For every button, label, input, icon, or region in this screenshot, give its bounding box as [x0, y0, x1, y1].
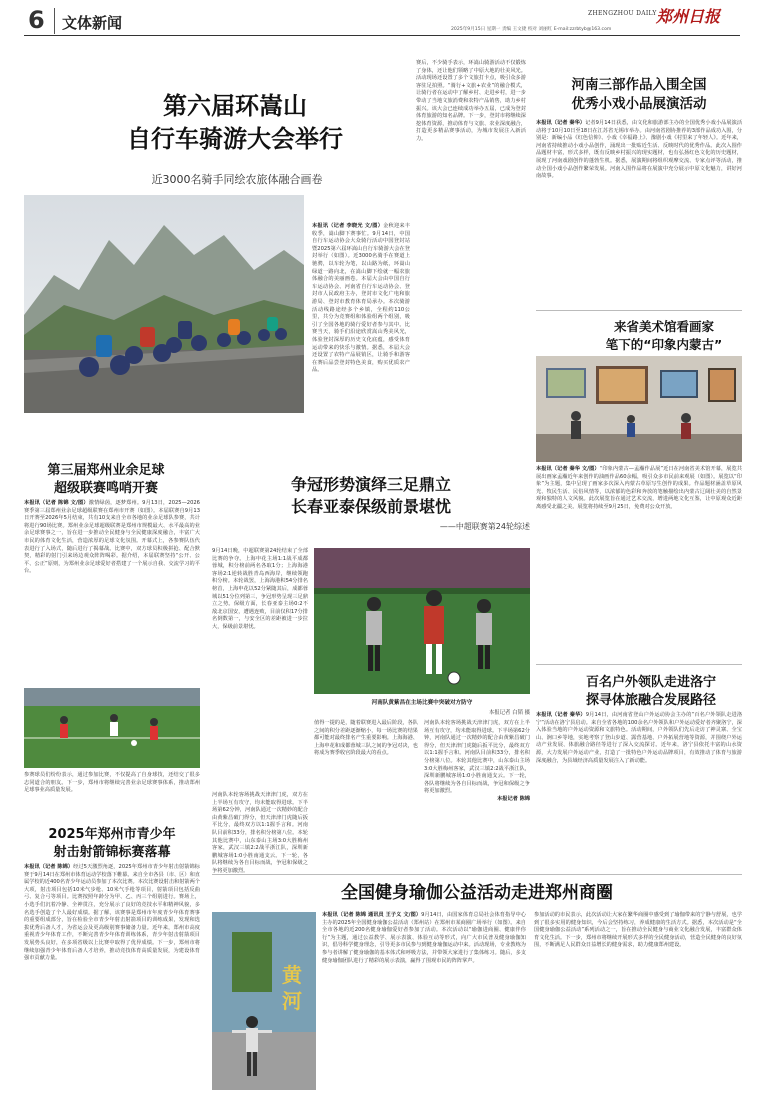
article7-body: 经过5天激烈角逐，2025年郑州市青少年射击射箭锦标赛于9月14日在郑州市体育运动学校落下帷幕。来自全市各县（市、区）和直属学校的近400名青少年运动员参加了本次比赛。本次比赛设射击和射箭两个大项，射击项目包括10米气步枪、10米气手枪等项目，射箭项目包括反曲弓、复合弓等项目。比赛按照年龄分为甲、乙、丙三个组别进行。赛场上，小选手们沉着冷静、全神贯注，充分展示了良好的竞技水平和精神风貌，多名选手创造了个人最好成绩。 — [24, 864, 200, 916]
football-match-credit: 本报记者 白韬 摄 — [488, 710, 530, 716]
dateline: 2025年9月15日 星期一 责编 王文捷 校对 刘丽红 E-mail:zzrbtyb@163.com — [451, 27, 612, 32]
football-match-photo-art — [314, 548, 530, 694]
article3-body-block — [536, 466, 742, 660]
article6-headline-line1: 百名户外领队走进洛宁 — [585, 675, 716, 690]
article6-body-block — [536, 712, 742, 872]
masthead — [0, 0, 761, 38]
article4-body-block — [24, 500, 200, 684]
article4-headline-line2: 超级联赛鸣哨开赛 — [53, 481, 158, 496]
article7-headline-line1: 2025年郑州市青少年 — [48, 827, 176, 842]
article7-headline — [24, 826, 200, 862]
article5-body-col2: 河南队本轮客场挑战天津津门虎，双方在上半场互有攻守，均未能取得进球。下半场第62分钟，河南队通过一次精妙的配合由黄紫昌破门得分，但天津津门虎随后扳平比分，最终双方以1:1握手言和。河南队目前积33分，排名积分榜第八位。本轮其他比赛中，山东泰山主场3:0大胜梅州客家，武汉三镇2:2战平浙江队，深圳新鹏城客场1:0小胜南通支云。下一轮，各队将继续为各自目标而战，争冠和保级之争将更加激烈。 — [212, 792, 308, 874]
yoga-photo-art — [212, 912, 316, 1090]
article3-headline-line2: 笔下的“印象内蒙古” — [605, 337, 723, 352]
article2-divider — [536, 310, 742, 311]
article5-body-col4-text: 河南队本轮客场挑战天津津门虎，双方在上半场互有攻守，均未能取得进球。下半场第62分钟，河南队通过一次精妙的配合由黄紫昌破门得分，但天津津门虎随后扳平比分，最终双方以1:1握手言和。河南队目前积33分，排名积分榜第八位。本轮其他比赛中，山东泰山主场3:0大胜梅州客家，武汉三镇2:2战平浙江队，深圳新鹏城客场1:0小胜南通支云。下一轮，各队将继续为各自目标而战，争冠和保级之争将更加激烈。 — [424, 720, 530, 795]
article8-top-divider — [212, 874, 742, 875]
article1-body-col2: 赛后，不少骑手表示，环嵩山骑游活动不仅锻炼了身体，还让他们领略了中原大地的壮美风光。活动现场还设置了多个文旅打卡点，吸引众多游客驻足拍照。“骑行+文旅+农业”的融合模式，让骑行者在运动中了解乡村、走进乡村，进一步带动了当地文旅消费和农特产品销售，助力乡村振兴。该大会已连续成功举办五届，已成为登封体育旅游的知名品牌。下一步，登封市将继续深挖体育资源，推动体育与文旅、农业深度融合，打造更多精品赛事活动，为城市发展注入新活力。 — [416, 60, 526, 142]
cycling-photo — [24, 195, 304, 413]
museum-photo-art — [536, 356, 742, 462]
article3-body: “印象内蒙古—孟瀚作品展”近日在河南省美术馆开幕，展览共展出画家孟瀚近年来创作的油画作品60余幅，吸引众多市民前来观展（如图）。展览以“印象”为主题，集中呈现了画家多次深入内蒙古草原写生创作的成果。作品题材涵盖草原风光、牧民生活、民俗风情等，以浓郁的色彩和奔放的笔触描绘出内蒙古辽阔壮美的自然景观和独特的人文风貌。此次展览旨在通过艺术交流，增进两地文化互鉴，让中原观众近距离感受北疆之美。展览将持续至9月25日，免费对公众开放。 — [536, 466, 742, 510]
article4-byline: 本报讯（记者 陈锦 文/图） — [24, 500, 89, 506]
article7-body-block — [24, 864, 200, 1090]
paper-name-logo: 郑州日报 — [656, 7, 721, 26]
football-photo-art — [24, 688, 200, 768]
article2-body: 记者9月14日获悉，由文化和旅游部主办的全国优秀小戏小品展演活动将于10月10日至18日在江苏省无锡市举办。由河南省剧协推荐的3部作品成功入围，分别是：新编小品《红色信仰》、小戏《幸福路上》、豫剧小戏《村里来了年轻人》。近年来，河南省持续推动小戏小品创作，涌现出一批贴近生活、反映时代的优秀作品。此次入围作品题材丰富，形式多样，既有反映乡村振兴的现实题材，也有弘扬红色文化的历史题材，展现了河南戏剧创作的蓬勃生机。据悉，展演期间将组织观摩交流、专家点评等活动，推动全国小戏小品创作繁荣发展。河南入围作品将在展演中充分展示中原文化魅力，讲好河南故事。 — [536, 120, 743, 180]
football-match-photo — [314, 548, 530, 694]
article3-byline: 本报讯（记者 秦华 文/图） — [536, 466, 600, 472]
article2-headline — [536, 76, 742, 114]
article5-body-col4 — [424, 720, 530, 870]
article5-subtitle: ——中超联赛第24轮综述 — [439, 522, 530, 531]
page-number: 6 — [28, 6, 45, 34]
article8-byline: 本报讯（记者 陈锦 通讯员 王子义 文/图） — [322, 912, 422, 918]
page-number-divider — [54, 8, 55, 34]
article5-headline-line1: 争冠形势演绎三足鼎立 — [290, 475, 451, 494]
football-match-caption: 河南队黄紫昌在主场比赛中突破对方防守 — [371, 700, 473, 706]
article4-body-col2: 参赛球员们纷纷表示，通过参加比赛，不仅提高了自身球技，还结交了很多志同道合的朋友。下一步，郑州市将继续完善业余足球赛事体系，推动郑州足球事业高质量发展。 — [24, 772, 200, 794]
yoga-photo — [212, 912, 316, 1090]
article5-body-col3: 值得一提的是，随着联赛进入最后阶段，各队之间的积分差距逐渐缩小，每一场比赛的结果都可能对最终排名产生重要影响。上海海港、上海申花和成都蓉城三队之间的争冠对决，也将成为赛季收官阶段最大的看点。 — [314, 720, 418, 757]
article4-body: 激情绿茵，逐梦郑州。9月13日，2025—2026赛季第三届郑州业余足球超级联赛在郑州市开赛（如图）。本届联赛自9月13日开赛至2026年5月结束，共有10支来自全市各地的业余足球队参赛，共计将进行90场比赛。郑州业余足球超级联赛是郑州市规模最大、水平最高的业余足球赛事之一，旨在进一步推动全民健身与全民健康深度融合，丰富广大市民的体育文化生活，营造浓厚的足球文化氛围。开幕式上，各参赛队伍代表进行了入场式，随后进行了揭幕战。比赛中，双方球员积极拼抢、配合默契，精彩的射门引来场边观众阵阵喝彩。据介绍，本届联赛坚持“公开、公平、公正”原则，为郑州业余足球爱好者搭建了一个展示自我、交流学习的平台。 — [24, 500, 200, 575]
article8-body-col1 — [322, 912, 526, 1090]
article8-body-col2: 参加活动的市民表示，此次活动让大家在繁华商圈中感受到了瑜伽带来的宁静与舒展，也学到了很多实用的健身知识，今后会坚持练习，养成健康的生活方式。据悉，本次活动是“全国健身瑜伽公益活动”系列活动之一，旨在推动全民健身与商业文化融合发展，丰富群众体育文化生活。下一步，郑州市将继续开展形式多样的全民健身活动，营造全民健身的良好氛围，不断满足人民群众日益增长的健身需求，助力健康郑州建设。 — [534, 912, 742, 949]
article1-byline-block — [312, 223, 410, 455]
article1-body: 金秋迎来丰收季，嵩山脚下赛事忙。9月14日，中国自行车运动协会大众骑行活动中国登封站暨2025第六届环嵩山自行车骑游大会在登封举行（如图）。近3000名骑手在赛道上驰骋，以车轮为笔，以山路为纸，环嵩山绿道一路向北，在嵩山脚下绘就一幅农旅体融合的美丽画卷。本届大会由中国自行车运动协会、河南省自行车运动协会、登封市人民政府主办，登封市文化广电和旅游局、登封市教育体育局承办。本次骑游活动线路途经多个乡镇，全程约110公里，共分为竞赛组和体验组两个组别，吸引了全国各地的骑行爱好者参与其中。比赛当天，骑手们沿途欣赏嵩山秀美风光，体验登封深厚的历史文化底蕴，感受体育运动带来的快乐与激情。据悉，本届大会还设置了农特产品展销区，让骑手和游客在赛后品尝登封特色美食，购买优质农产品。 — [312, 223, 410, 374]
paper-pinyin: ZHENGZHOU DAILY — [588, 10, 657, 17]
article1-byline: 本报讯（记者 李晓光 文/图） — [312, 223, 384, 229]
article3-headline-line1: 来省美术馆看画家 — [613, 319, 714, 334]
article7-body-more: 据了解，该赛事是郑州市年度青少年体育赛事的重要组成部分，旨在检验全市青少年射击射箭项目的训练成果，发现和选拔优秀后备人才，为省运会及更高级别赛事储备力量。近年来，郑州市高度重视青少年体育工作，不断完善青少年体育训练体系，青少年射击射箭项目发展势头良好，在多项省级以上比赛中取得了优异成绩。下一步，郑州市将继续加强青少年体育后备人才培养，推动竞技体育高质量发展，为建设体育强市贡献力量。 — [24, 909, 200, 962]
article5-headline — [212, 474, 530, 518]
article2-byline: 本报讯（记者 秦华） — [536, 120, 586, 126]
article4-headline — [24, 462, 188, 498]
article6-body: 9月14日，由河南省登山户外运动协会主办的“百名户外领队走进洛宁”活动在洛宁县启动。来自全省各地的100余名户外领队和户外运动爱好者齐聚洛宁，深入体验当地的户外运动资源和文旅特色。活动期间，户外领队们先后走访了神灵寨、全宝山、涧口乡等地，实地考察了登山步道、露营基地、户外拓展营地等资源，并围绕户外运动产业发展、体旅融合路径等进行了深入交流探讨。近年来，洛宁县依托丰富的山水资源，大力发展户外运动产业，打造了一批特色户外运动品牌项目，有效推动了体育与旅游深度融合，为县域经济高质量发展注入了新动能。 — [536, 712, 743, 764]
article7-headline-line2: 射击射箭锦标赛落幕 — [53, 845, 171, 860]
article1-subhead: 近3000名骑手同绘农旅体融合画卷 — [151, 173, 323, 186]
svg-text:河: 河 — [282, 989, 302, 1013]
article1-headline — [80, 90, 390, 156]
article6-headline — [560, 674, 742, 710]
article6-headline-line2: 探寻体旅融合发展路径 — [585, 693, 716, 708]
article1-headline-line2: 自行车骑游大会举行 — [127, 125, 343, 153]
article3-headline — [586, 318, 742, 354]
article7-byline: 本报讯（记者 陈锦） — [24, 864, 74, 870]
svg-text:黄: 黄 — [282, 963, 302, 987]
article4-headline-line1: 第三届郑州业余足球 — [47, 463, 165, 478]
article2-headline-line1: 河南三部作品入围全国 — [571, 77, 707, 93]
museum-photo — [536, 356, 742, 462]
article5-body-col1: 9月14日晚，中超联赛第24轮结束了全部比赛的争夺。上海申花主场1:1战平成都蓉城，积分榜前两名各取1分；上海海港客场2:1逆转战胜青岛西海岸，继续领跑积分榜。本轮战罢，上海海港积54分排名榜首，上海申花以52分紧随其后，成都蓉城以51分位列第三，争冠形势呈现三足鼎立之势。保级方面，长春亚泰主场0:2不敌北京国安，遭遇连败，目前仅积17分排名倒数第一，与安全区的差距被进一步拉大，保级前景堪忧。 — [212, 548, 308, 630]
article5-byline-end: 本报记者 陈锦 — [497, 795, 530, 802]
article2-headline-line2: 优秀小戏小品展演活动 — [571, 96, 707, 112]
article8-body: 9月14日，由国家体育总局社会体育指导中心主办的2025年全国健身瑜伽公益活动（郑州站）在郑州市某商圈广场举行（如图）。来自全市各地的近200名健身瑜伽爱好者参加了活动。本次活动以“瑜伽进商圈、健康伴你行”为主题，通过公益教学、展示表演、体验互动等形式，向广大市民普及健身瑜伽知识，倡导科学健身理念，引导更多市民参与到健身瑜伽运动中来。活动现场，专业教练为参与者讲解了健身瑜伽的基本体式和呼吸方法，并带领大家进行了集体练习。随后，多支健身瑜伽团队进行了精彩的展示表演，赢得了围观市民的阵阵掌声。 — [322, 912, 526, 964]
football-photo — [24, 688, 200, 768]
article3-divider — [536, 664, 742, 665]
article2-body-block — [536, 120, 742, 308]
cycling-photo-art — [24, 195, 304, 413]
article8-headline: 全国健身瑜伽公益活动走进郑州商圈 — [341, 883, 613, 903]
section-title: 文体新闻 — [62, 14, 123, 32]
article1-headline-line1: 第六届环嵩山 — [163, 92, 307, 120]
article5-headline-line2: 长春亚泰保级前景堪忧 — [290, 497, 451, 516]
masthead-rule — [24, 35, 740, 36]
article6-byline: 本报讯（记者 秦华） — [536, 712, 586, 718]
